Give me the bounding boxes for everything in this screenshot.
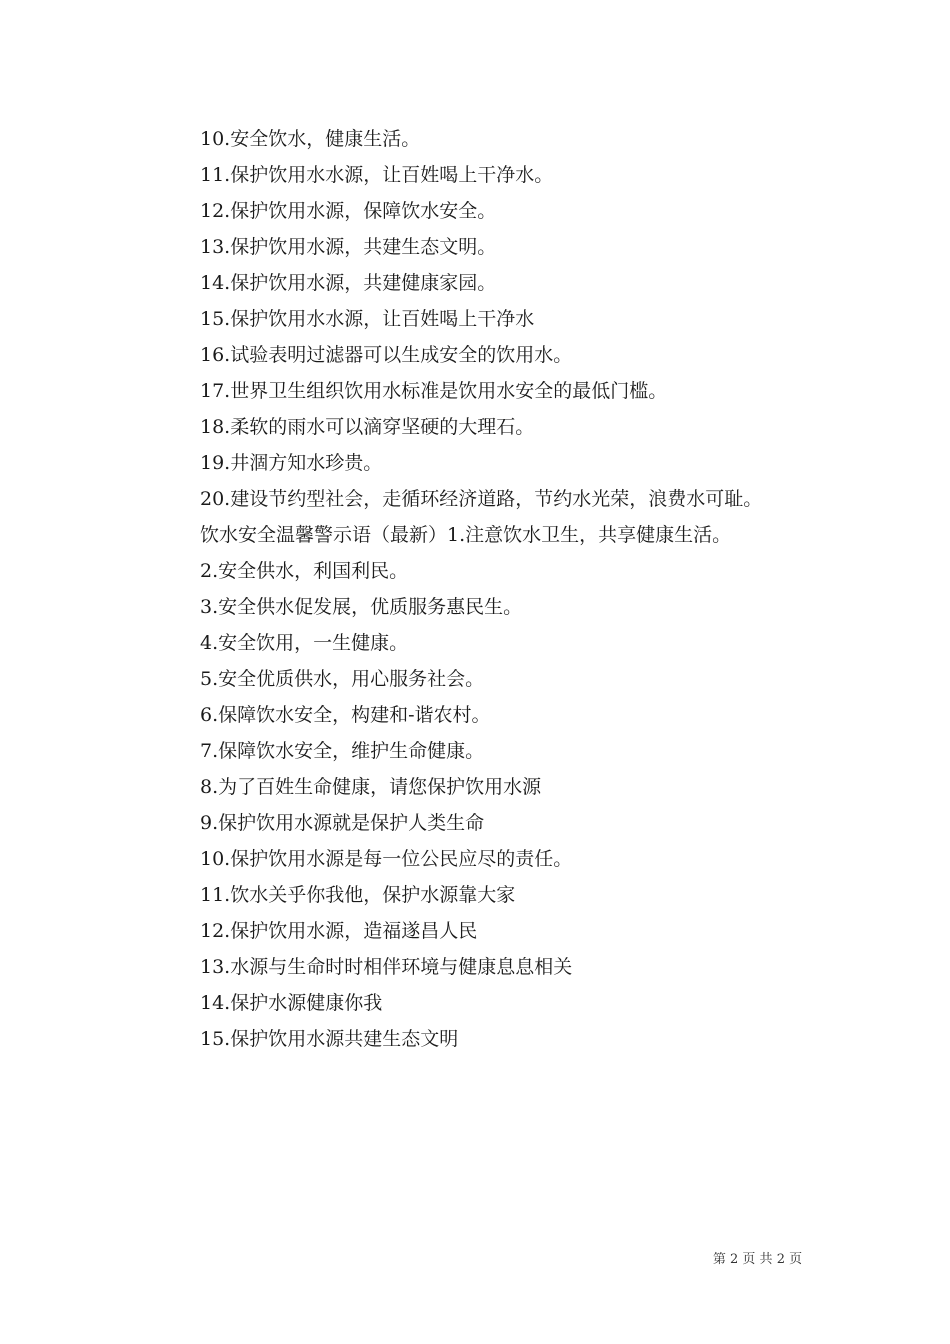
list-item: 14.保护水源健康你我 bbox=[200, 992, 383, 1014]
list-item: 12.保护饮用水源，造福遂昌人民 bbox=[200, 920, 478, 942]
list-item: 15.保护饮用水水源，让百姓喝上干净水 bbox=[200, 308, 535, 330]
list-item: 6.保障饮水安全，构建和-谐农村。 bbox=[200, 704, 491, 726]
list-item: 11.饮水关乎你我他，保护水源靠大家 bbox=[200, 884, 516, 906]
list-item: 12.保护饮用水源，保障饮水安全。 bbox=[200, 200, 497, 222]
list-item: 11.保护饮用水水源，让百姓喝上干净水。 bbox=[200, 164, 554, 186]
page-footer bbox=[0, 1248, 950, 1267]
section-heading-line: 饮水安全温馨警示语（最新）1.注意饮水卫生，共享健康生活。 bbox=[200, 524, 732, 546]
list-item: 7.保障饮水安全，维护生命健康。 bbox=[200, 740, 485, 762]
document-body bbox=[145, 121, 815, 1057]
wrapped-paragraph: 20.建设节约型社会，走循环经济道路，节约水光荣，浪费水可耻。 bbox=[200, 488, 763, 510]
list-item: 19.井涸方知水珍贵。 bbox=[200, 452, 383, 474]
list-item: 10.安全饮水，健康生活。 bbox=[200, 128, 421, 150]
list-item: 17.世界卫生组织饮用水标准是饮用水安全的最低门槛。 bbox=[200, 380, 668, 402]
list-item: 5.安全优质供水，用心服务社会。 bbox=[200, 668, 485, 690]
list-item: 8.为了百姓生命健康，请您保护饮用水源 bbox=[200, 776, 542, 798]
list-item: 16.试验表明过滤器可以生成安全的饮用水。 bbox=[200, 344, 573, 366]
list-item: 10.保护饮用水源是每一位公民应尽的责任。 bbox=[200, 848, 573, 870]
list-item: 15.保护饮用水源共建生态文明 bbox=[200, 1028, 459, 1050]
list-item: 14.保护饮用水源，共建健康家园。 bbox=[200, 272, 497, 294]
list-item: 3.安全供水促发展，优质服务惠民生。 bbox=[200, 596, 523, 618]
list-item: 13.水源与生命时时相伴环境与健康息息相关 bbox=[200, 956, 573, 978]
list-item: 13.保护饮用水源，共建生态文明。 bbox=[200, 236, 497, 258]
list-item: 4.安全饮用，一生健康。 bbox=[200, 632, 409, 654]
page-number: 第 2 页 共 2 页 bbox=[712, 1252, 803, 1267]
list-item: 2.安全供水，利国利民。 bbox=[200, 560, 409, 582]
list-item: 9.保护饮用水源就是保护人类生命 bbox=[200, 812, 485, 834]
list-item: 18.柔软的雨水可以滴穿坚硬的大理石。 bbox=[200, 416, 535, 438]
